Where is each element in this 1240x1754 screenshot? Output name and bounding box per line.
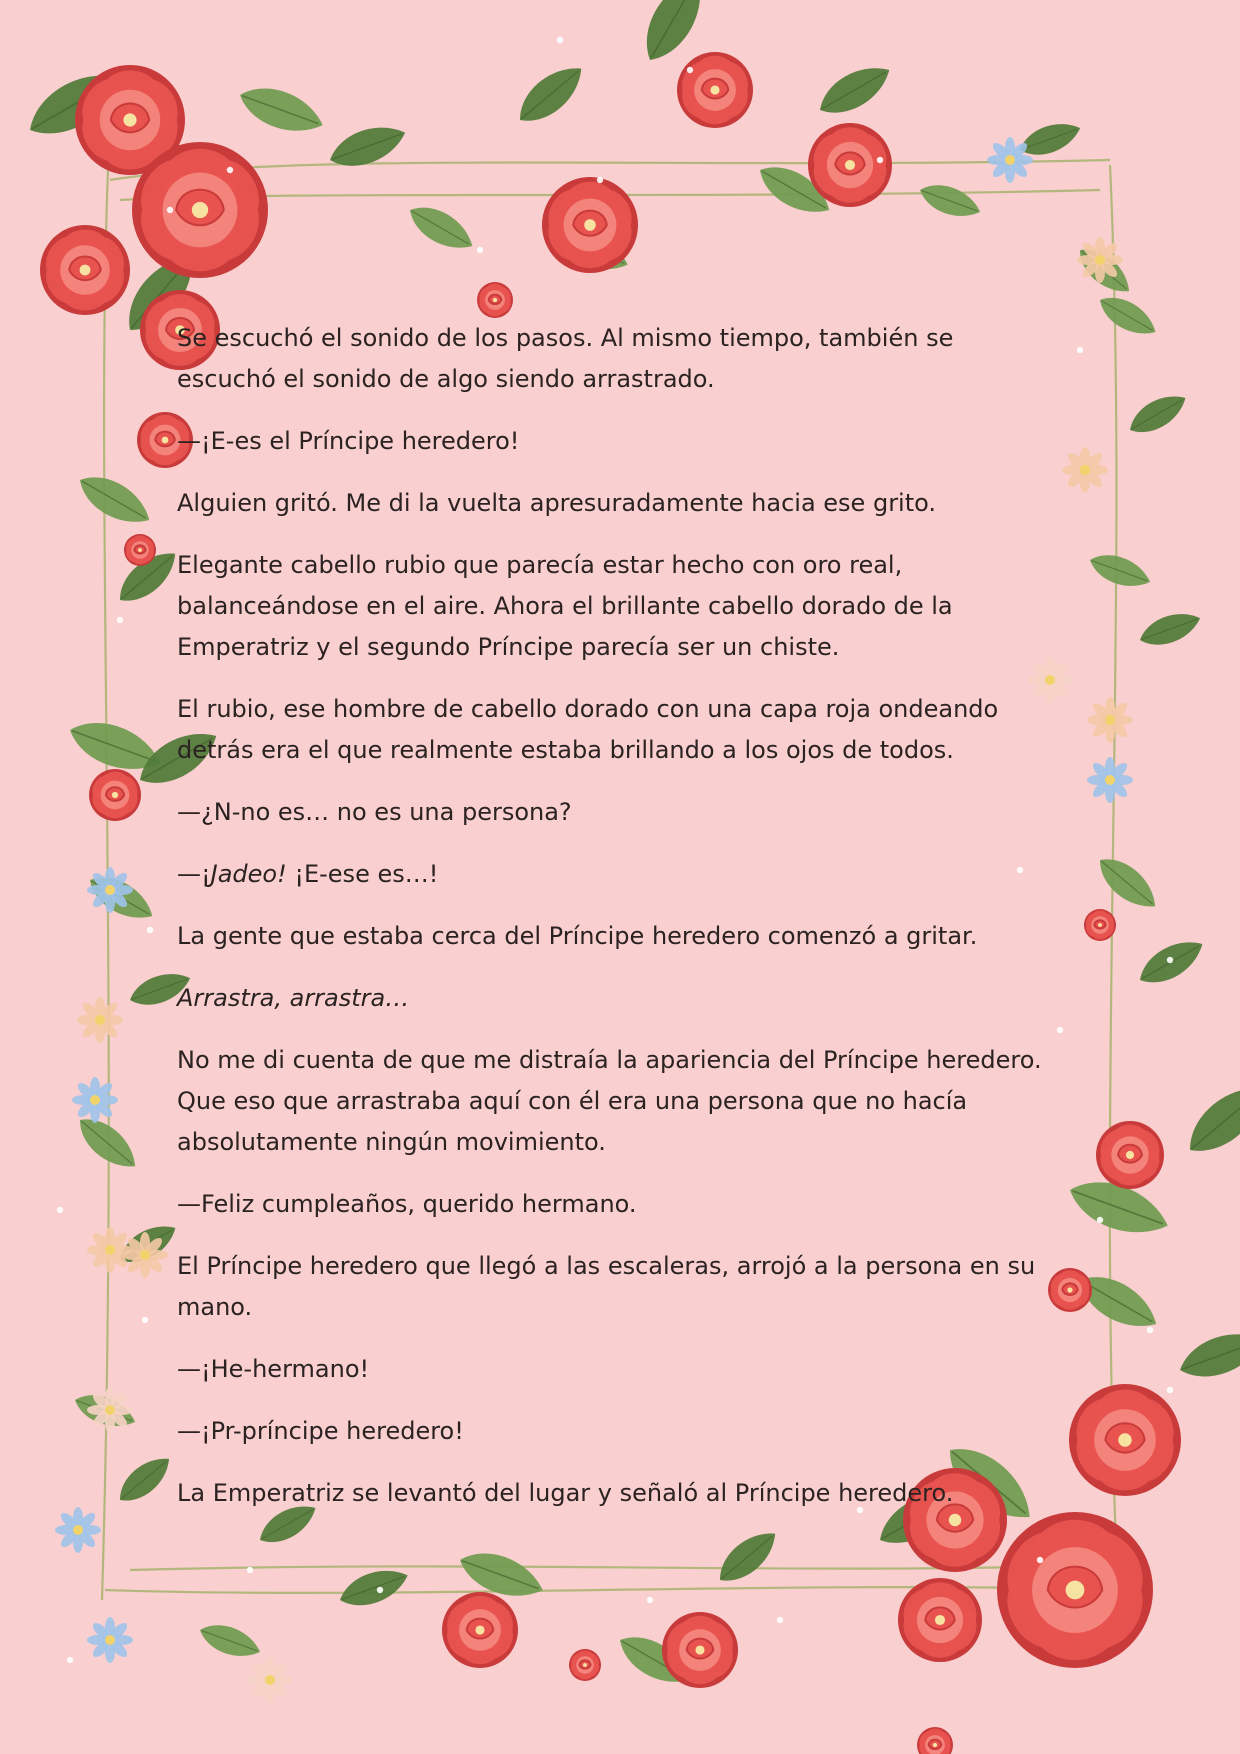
leaf-shape <box>1174 1323 1240 1387</box>
rose <box>1066 1384 1184 1496</box>
small-flower <box>122 1232 168 1278</box>
sparkle <box>597 177 603 183</box>
leaf-shape <box>1177 1073 1240 1165</box>
small-flower <box>987 137 1033 183</box>
rose-center <box>933 1743 937 1747</box>
leaf <box>1090 849 1164 918</box>
small-flower <box>72 1077 118 1123</box>
flower-center <box>95 1015 105 1025</box>
paragraph-text: —¡ <box>177 860 211 888</box>
rose <box>476 282 514 318</box>
sparkle <box>227 167 233 173</box>
rose <box>440 1592 520 1668</box>
sparkle <box>247 1567 253 1573</box>
document-body <box>177 318 1057 1535</box>
sparkle <box>142 1317 148 1323</box>
rose-center <box>695 1645 704 1654</box>
sparkle <box>687 67 693 73</box>
rose-center <box>584 219 596 231</box>
sparkle <box>167 207 173 213</box>
rose-center <box>583 1663 587 1667</box>
small-flower <box>1077 237 1123 283</box>
paragraph-text: Alguien gritó. Me di la vuelta apresuradamente hacia ese grito. <box>177 489 937 517</box>
rose-center <box>138 548 142 552</box>
paragraph <box>177 689 1057 771</box>
flower-center <box>265 1675 275 1685</box>
sparkle <box>57 1207 63 1213</box>
rose <box>675 52 755 128</box>
rose-center <box>192 202 208 218</box>
flower-center <box>1105 715 1115 725</box>
leaf <box>1135 606 1204 653</box>
flower-center <box>140 1250 150 1260</box>
rose <box>993 1512 1157 1668</box>
leaf <box>1174 1323 1240 1387</box>
leaf <box>915 178 984 225</box>
sparkle <box>1167 957 1173 963</box>
rose <box>916 1727 954 1754</box>
paragraph-text: La gente que estaba cerca del Príncipe heredero comenzó a gritar. <box>177 922 978 950</box>
sparkle <box>377 1587 383 1593</box>
rose <box>539 177 640 273</box>
leaf <box>72 466 158 535</box>
rose-center <box>112 792 118 798</box>
paragraph <box>177 318 1057 400</box>
sparkle <box>877 157 883 163</box>
sparkle <box>1147 1327 1153 1333</box>
sparkle <box>1097 1217 1103 1223</box>
rose-center <box>475 1625 484 1634</box>
italic-text: Jadeo! <box>210 860 287 888</box>
paragraph <box>177 1411 1057 1452</box>
paragraph-text: —¡E-es el Príncipe heredero! <box>177 427 520 455</box>
sparkle <box>1167 1387 1173 1393</box>
rose <box>38 225 133 315</box>
rose <box>896 1578 985 1662</box>
rose <box>1094 1121 1166 1189</box>
leaf <box>1177 1073 1240 1165</box>
flower-center <box>1105 775 1115 785</box>
leaf <box>509 56 591 133</box>
paragraph-text: No me di cuenta de que me distraía la apariencia del Príncipe heredero. Que eso que arrastraba aquí con él era una persona que no hacía absolutamente ningún movimiento. <box>177 1046 1042 1156</box>
paragraph <box>177 421 1057 462</box>
paragraph <box>177 1349 1057 1390</box>
rose-center <box>1098 923 1102 927</box>
sparkle <box>147 927 153 933</box>
sparkle <box>1057 1027 1063 1033</box>
paragraph <box>177 1473 1057 1514</box>
sparkle <box>67 1657 73 1663</box>
flower-center <box>1080 465 1090 475</box>
paragraph-text: Se escuchó el sonido de los pasos. Al mismo tiempo, también se escuchó el sonido de algo siendo arrastrado. <box>177 324 954 393</box>
sparkle <box>647 1597 653 1603</box>
leaf <box>324 117 410 175</box>
flower-center <box>105 885 115 895</box>
rose <box>88 769 143 821</box>
paragraph-text: —Feliz cumpleaños, querido hermano. <box>177 1190 637 1218</box>
small-flower <box>87 1617 133 1663</box>
rose-center <box>80 265 91 276</box>
paragraph <box>177 792 1057 833</box>
leaf <box>112 1449 178 1510</box>
leaf <box>1085 548 1154 595</box>
leaf <box>70 1109 144 1178</box>
paragraph-text: La Emperatriz se levantó del lugar y señaló al Príncipe heredero. <box>177 1479 954 1507</box>
sparkle <box>557 37 563 43</box>
paragraph-text: Elegante cabello rubio que parecía estar hecho con oro real, balanceándose en el aire. Ahora el brillante cabello dorado de la Emperatriz y el segundo Príncipe parecía ser un chiste. <box>177 551 953 661</box>
rose-center <box>493 298 497 302</box>
paragraph-text: El rubio, ese hombre de cabello dorado con una capa roja ondeando detrás era el que realmente estaba brillando a los ojos de todos. <box>177 695 999 764</box>
paragraph <box>177 1184 1057 1225</box>
small-flower <box>87 1387 133 1433</box>
small-flower <box>77 997 123 1043</box>
paragraph <box>177 978 1057 1019</box>
paragraph <box>177 1040 1057 1163</box>
rose-center <box>1118 1433 1131 1446</box>
paragraph-text: El Príncipe heredero que llegó a las escaleras, arrojó a la persona en su mano. <box>177 1252 1036 1321</box>
rose-center <box>1066 1581 1085 1600</box>
sparkle <box>1037 1557 1043 1563</box>
small-flower <box>247 1657 293 1703</box>
paragraph-text: —¡Pr-príncipe heredero! <box>177 1417 464 1445</box>
flower-center <box>90 1095 100 1105</box>
small-flower <box>1087 757 1133 803</box>
paragraph-text: —¿N-no es… no es una persona? <box>177 798 572 826</box>
paragraph <box>177 1246 1057 1328</box>
leaf <box>1093 289 1162 344</box>
leaf <box>195 1618 264 1665</box>
flower-center <box>105 1635 115 1645</box>
leaf <box>335 1561 413 1614</box>
flower-center <box>105 1245 115 1255</box>
small-flower <box>87 867 133 913</box>
sparkle <box>1077 347 1083 353</box>
rose-center <box>123 113 136 126</box>
paragraph <box>177 854 1057 895</box>
small-flower <box>1062 447 1108 493</box>
paragraph-text: ¡E-ese es…! <box>286 860 439 888</box>
leaf <box>812 56 898 125</box>
sparkle <box>117 617 123 623</box>
flower-center <box>73 1525 83 1535</box>
flower-center <box>1095 255 1105 265</box>
italic-text: Arrastra, arrastra… <box>177 984 410 1012</box>
paragraph <box>177 545 1057 668</box>
rose-center <box>935 1615 945 1625</box>
small-flower <box>55 1507 101 1553</box>
rose-center <box>845 160 855 170</box>
rose-center <box>162 437 169 444</box>
rose-center <box>1067 1287 1072 1292</box>
rose-center <box>1126 1151 1134 1159</box>
paragraph <box>177 483 1057 524</box>
vine <box>110 160 1110 180</box>
sparkle <box>477 247 483 253</box>
leaf <box>1123 387 1192 442</box>
sparkle <box>777 1617 783 1623</box>
small-flower <box>87 1227 133 1273</box>
leaf <box>403 197 480 259</box>
rose-center <box>710 85 719 94</box>
flower-center <box>1005 155 1015 165</box>
leaf <box>234 78 329 142</box>
flower-center <box>105 1405 115 1415</box>
paragraph <box>177 916 1057 957</box>
rose <box>568 1649 602 1681</box>
paragraph-text: —¡He-hermano! <box>177 1355 370 1383</box>
small-flower <box>1087 697 1133 743</box>
